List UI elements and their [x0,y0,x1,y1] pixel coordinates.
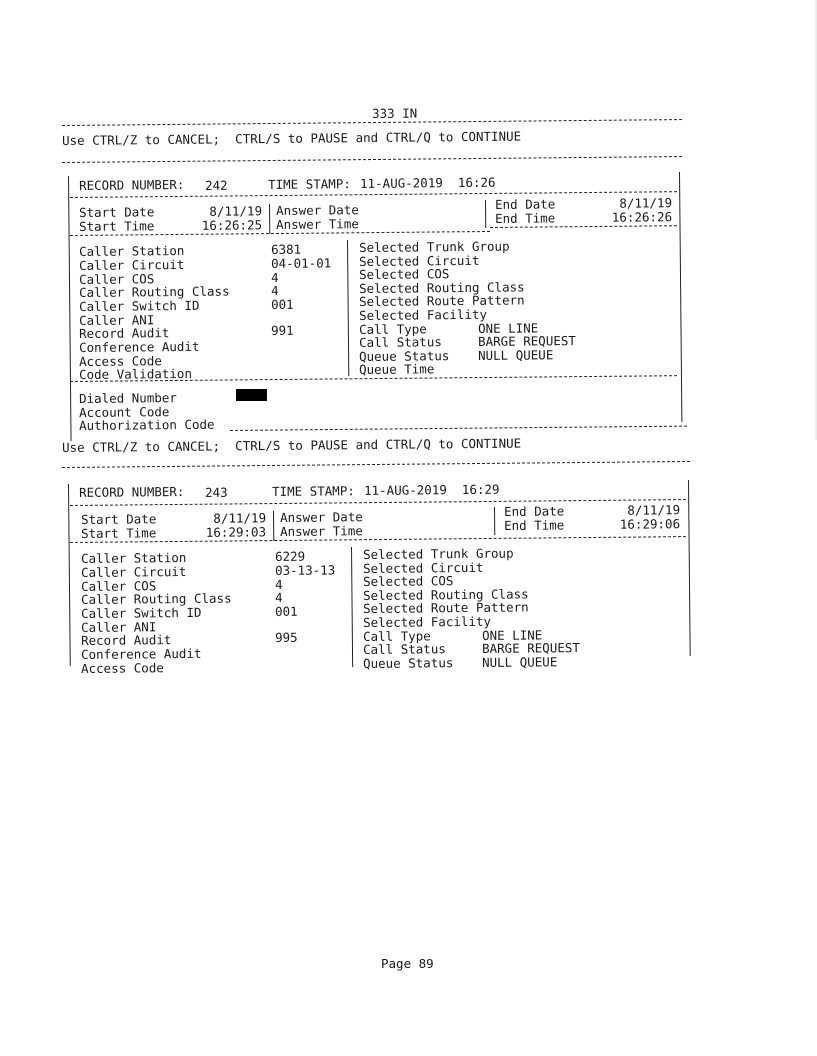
column-separator [494,507,495,535]
record-left-border [68,176,72,441]
start-date: 8/11/19 [213,510,267,526]
selected-cos-label: Selected COS [362,573,454,589]
column-separator [269,204,270,234]
caller-ani-label: Caller ANI [80,619,157,635]
caller-circuit-value: 03-13-13 [274,562,336,578]
caller-station-label: Caller Station [80,549,187,566]
page-number: Page 89 [381,956,434,971]
conference-audit-label: Conference Audit [78,338,200,355]
call-status-value: BARGE REQUEST [481,640,580,656]
time-stamp-label: TIME STAMP: [271,483,355,499]
record-number-label: RECORD NUMBER: [78,483,185,500]
divider [62,461,690,468]
divider [70,536,686,543]
selected-route-pattern-label: Selected Route Pattern [358,292,525,309]
page-header: 333 IN [371,105,418,121]
record-right-border [688,480,691,656]
queue-status-value: NULL QUEUE [481,654,558,670]
caller-station-value: 6229 [274,548,306,564]
end-time-label: End Time [494,210,556,226]
caller-circuit-label: Caller Circuit [78,256,185,273]
selected-circuit-label: Selected Circuit [358,252,480,269]
call-status-label: Call Status [358,334,442,350]
selected-circuit-label: Selected Circuit [362,559,484,576]
record-number: 243 [204,484,228,500]
caller-routing-class-value: 4 [270,282,279,298]
end-time: 16:29:06 [619,516,681,532]
selected-facility-label: Selected Facility [362,613,492,630]
access-code-label: Access Code [80,660,164,676]
record-audit-label: Record Audit [78,325,170,341]
record-left-border [68,484,71,666]
column-separator [347,240,349,376]
start-date-label: Start Date [78,204,155,220]
start-time-label: Start Time [78,218,155,234]
caller-routing-class-value: 4 [274,589,283,605]
control-instructions: Use CTRL/Z to CANCEL; CTRL/S to PAUSE and CTRL/Q to CONTINUE [61,128,522,148]
caller-ani-label: Caller ANI [78,312,155,328]
authorization-code-label: Authorization Code [78,416,215,433]
queue-status-value: NULL QUEUE [477,347,554,363]
record-number: 242 [204,177,228,193]
end-date-label: End Date [503,503,565,519]
conference-audit-label: Conference Audit [80,645,202,662]
divider [70,499,686,506]
answer-date-label: Answer Date [275,202,359,218]
end-date-label: End Date [494,196,556,212]
answer-time-label: Answer Time [279,523,363,539]
record-audit-label: Record Audit [80,632,172,648]
call-type-value: ONE LINE [477,320,539,336]
record-right-border [679,172,682,422]
record-audit-value: 991 [270,322,294,338]
queue-time-label: Queue Time [358,361,435,377]
caller-cos-label: Caller COS [78,271,155,287]
caller-switch-id-value: 001 [274,603,298,619]
selected-routing-class-label: Selected Routing Class [358,279,525,296]
selected-route-pattern-label: Selected Route Pattern [362,599,529,616]
dialed-number-label: Dialed Number [78,390,177,406]
time-stamp: 11-AUG-2019 16:26 [359,174,496,191]
selected-facility-label: Selected Facility [358,306,488,323]
end-time-label: End Time [503,517,565,533]
caller-cos-value: 4 [274,576,283,592]
control-instructions: Use CTRL/Z to CANCEL; CTRL/S to PAUSE and CTRL/Q to CONTINUE [61,435,522,455]
call-type-label: Call Type [358,321,427,337]
caller-circuit-label: Caller Circuit [80,563,187,580]
selected-trunk-group-label: Selected Trunk Group [362,545,514,562]
start-date-label: Start Date [80,511,157,527]
account-code-label: Account Code [78,404,170,420]
divider [62,156,682,163]
column-separator [485,200,486,228]
end-date: 8/11/19 [619,195,673,211]
caller-cos-value: 4 [270,269,279,285]
code-validation-label: Code Validation [78,365,193,382]
caller-routing-class-label: Caller Routing Class [78,283,230,300]
end-time: 16:26:26 [611,209,673,225]
start-time-label: Start Time [80,525,157,541]
redaction-box [236,389,267,401]
queue-status-label: Queue Status [358,348,450,364]
selected-cos-label: Selected COS [358,266,450,282]
start-time: 16:29:03 [205,524,267,540]
divider [230,426,687,431]
call-type-value: ONE LINE [481,627,543,643]
end-date: 8/11/19 [627,502,681,518]
caller-station-label: Caller Station [78,242,185,259]
caller-cos-label: Caller COS [80,578,157,594]
selected-trunk-group-label: Selected Trunk Group [358,238,510,255]
time-stamp: 11-AUG-2019 16:29 [363,481,500,498]
start-time: 16:26:25 [201,217,263,233]
access-code-label: Access Code [78,353,162,369]
call-status-value: BARGE REQUEST [477,333,576,349]
answer-time-label: Answer Time [275,216,359,232]
record-audit-value: 995 [274,629,298,645]
column-separator [351,547,353,667]
call-type-label: Call Type [362,628,431,644]
caller-switch-id-value: 001 [270,296,294,312]
caller-station-value: 6381 [270,241,302,257]
caller-circuit-value: 04-01-01 [270,255,332,271]
time-stamp-label: TIME STAMP: [267,176,351,192]
call-status-label: Call Status [362,641,446,657]
queue-status-label: Queue Status [362,655,454,671]
column-separator [273,511,274,541]
caller-switch-id-label: Caller Switch ID [78,297,200,314]
record-number-label: RECORD NUMBER: [78,176,185,193]
caller-switch-id-label: Caller Switch ID [80,604,202,621]
answer-date-label: Answer Date [279,509,363,525]
caller-routing-class-label: Caller Routing Class [80,590,232,607]
start-date: 8/11/19 [209,203,263,219]
selected-routing-class-label: Selected Routing Class [362,586,529,603]
